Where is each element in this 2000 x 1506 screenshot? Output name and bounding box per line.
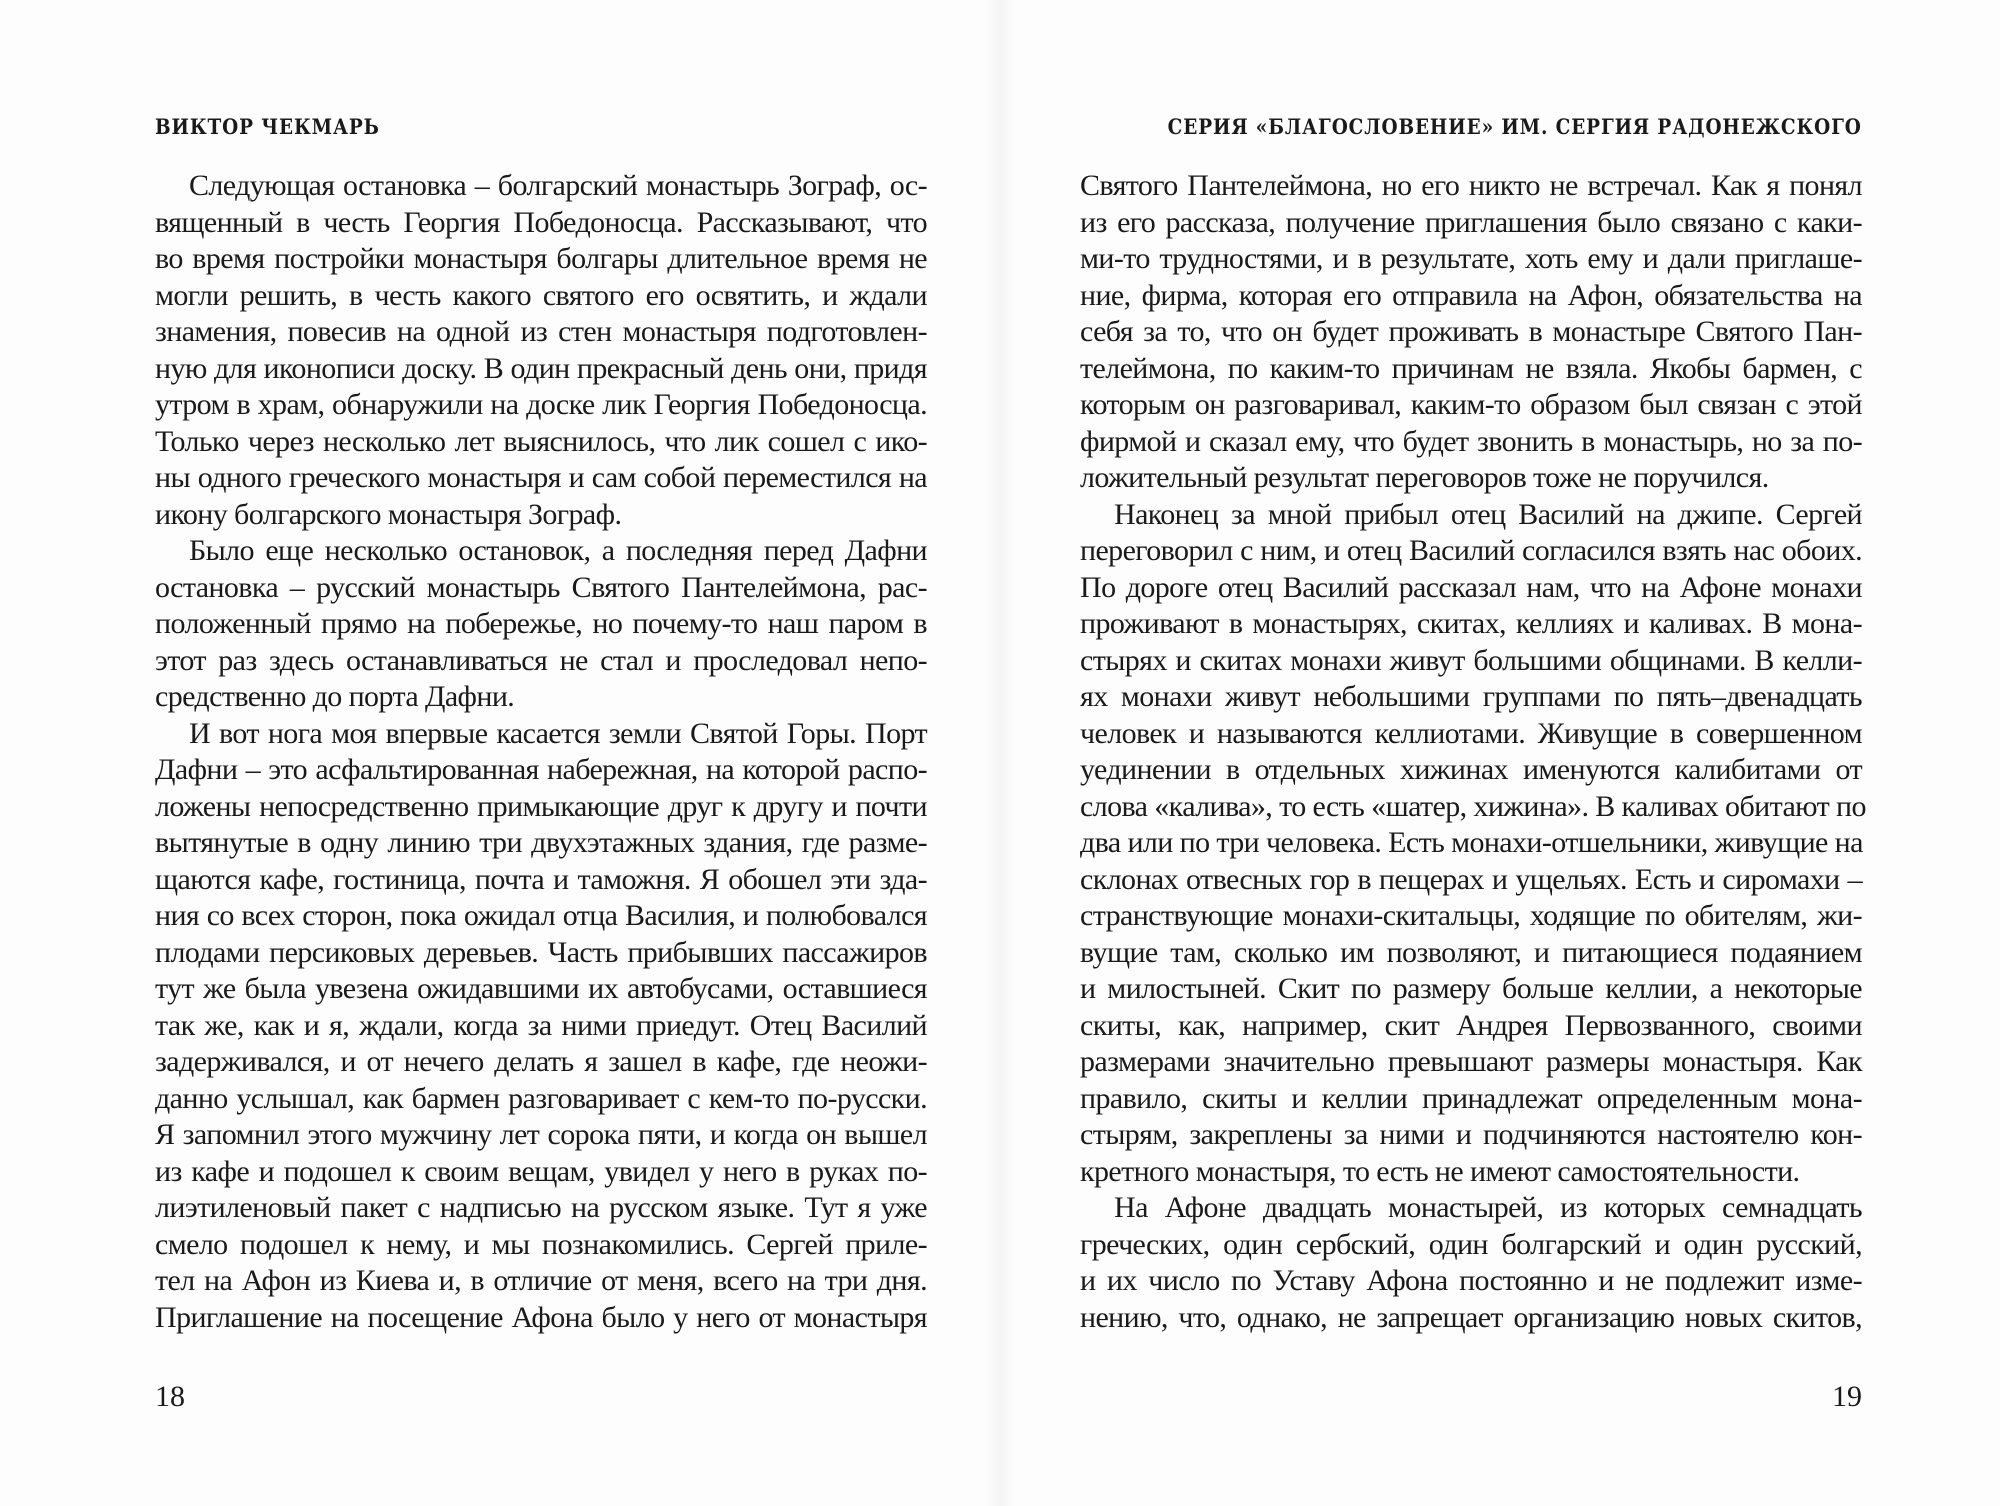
- text-line: Святого Пантелеймона, но его никто не встречал. Как я понял: [1080, 169, 1862, 202]
- text-line: знамения, повесив на одной из стен монастыря подготовлен-: [155, 315, 927, 348]
- text-line: этот раз здесь останавливаться не стал и проследовал непо-: [155, 643, 927, 677]
- paragraph: [155, 168, 927, 533]
- text-line: уединении в отдельных хижинах именуются калибитами от: [1080, 753, 1862, 786]
- text-line: из его рассказа, получение приглашения было связано с каки-: [1080, 205, 1862, 239]
- text-line: греческих, один сербский, один болгарский и один русский,: [1080, 1227, 1862, 1261]
- text-line: Было еще несколько остановок, а последняя перед Дафни: [189, 534, 927, 567]
- text-line: И вот нога моя впервые касается земли Святой Горы. Порт: [189, 716, 927, 750]
- text-line: данно услышал, как бармен разговаривает с кем-то по-русски.: [155, 1081, 927, 1115]
- text-line: во время постройки монастыря болгары длительное время не: [155, 242, 927, 275]
- text-line: два или по три человека. Есть монахи-отшельники, живущие на: [1080, 826, 1863, 859]
- text-line: и милостыней. Скит по размеру больше келлии, а некоторые: [1080, 972, 1862, 1005]
- running-head-author: ВИКТОР ЧЕКМАРЬ: [155, 114, 380, 139]
- text-line: и их число по Уставу Афона постоянно и не подлежит изме-: [1080, 1264, 1862, 1297]
- text-line: плодами персиковых деревьев. Часть прибывших пассажиров: [155, 935, 927, 969]
- text-line: ми-то трудностями, и в результате, хоть ему и дали приглаше-: [1080, 242, 1862, 275]
- text-line: На Афоне двадцать монастырей, из которых семнадцать: [1114, 1191, 1862, 1224]
- text-line: человек и называются келлиотами. Живущие в совершенном: [1080, 716, 1862, 750]
- text-line: положенный прямо на побережье, но почему-то наш паром в: [155, 607, 927, 640]
- text-line: могли решить, в честь какого святого его освятить, и ждали: [155, 278, 927, 312]
- left-page: [155, 0, 927, 1506]
- text-line: ния со всех сторон, пока ожидал отца Василия, и полюбовался: [155, 899, 927, 932]
- text-line: размерами значительно превышают размеры монастыря. Как: [1080, 1045, 1862, 1078]
- paragraph: [155, 533, 927, 716]
- text-line: вущие там, сколько им позволяют, и питающиеся подаянием: [1080, 935, 1862, 969]
- text-line: тел на Афон из Киева и, в отличие от меня, всего на три дня.: [155, 1264, 927, 1297]
- text-line: фирмой и сказал ему, что будет звонить в монастырь, но за по-: [1080, 424, 1862, 458]
- text-line: смело подошел к нему, и мы познакомились. Сергей приле-: [155, 1227, 927, 1261]
- text-line: стырях и скитах монахи живут большими общинами. В келли-: [1080, 643, 1862, 677]
- text-line: Только через несколько лет выяснилось, что лик сошел с ико-: [155, 424, 927, 458]
- text-line: странствующие монахи-скитальцы, ходящие по обителям, жи-: [1080, 899, 1862, 932]
- text-line: Наконец за мной прибыл отец Василий на джипе. Сергей: [1114, 497, 1862, 531]
- page-number: 18: [155, 1380, 185, 1413]
- text-line: кретного монастыря, то есть не имеют самостоятельности.: [1080, 1154, 1800, 1188]
- text-line: ную для иконописи доску. В один прекрасный день они, придя: [155, 351, 927, 385]
- text-line: телеймона, по каким-то причинам не взяла. Якобы бармен, с: [1080, 351, 1862, 385]
- text-line: ях монахи живут небольшими группами по пять–двенадцать: [1080, 680, 1862, 713]
- paragraph: [1080, 168, 1862, 497]
- paragraph: [155, 716, 927, 1337]
- text-line: икону болгарского монастыря Зограф.: [155, 497, 622, 531]
- text-line: которым он разговаривал, каким-то образом был связан с этой: [1080, 388, 1862, 421]
- text-line: По дороге отец Василий рассказал нам, что на Афоне монахи: [1080, 570, 1862, 604]
- right-page-body: [1080, 168, 1866, 1336]
- text-line: тут же была увезена ожидавшими их автобусами, оставшиеся: [155, 972, 927, 1005]
- text-line: слова «калива», то есть «шатер, хижина». В каливах обитают по: [1080, 789, 1866, 823]
- paragraph: [1080, 1190, 1862, 1336]
- text-line: вященный в честь Георгия Победоносца. Рассказывают, что: [155, 205, 927, 239]
- text-line: ны одного греческого монастыря и сам собой переместился на: [155, 461, 927, 494]
- left-page-body: [155, 168, 927, 1336]
- text-line: остановка – русский монастырь Святого Пантелеймона, рас-: [155, 570, 927, 604]
- text-line: Приглашение на посещение Афона было у него от монастыря: [155, 1300, 927, 1334]
- text-line: ние, фирма, которая его отправила на Афон, обязательства на: [1080, 278, 1862, 312]
- book-gutter: [985, 0, 1015, 1506]
- text-line: стырям, закреплены за ними и подчиняются настоятелю кон-: [1080, 1118, 1862, 1151]
- running-head-series: СЕРИЯ «БЛАГОСЛОВЕНИЕ» ИМ. СЕРГИЯ РАДОНЕЖСКОГО: [1167, 114, 1862, 139]
- text-line: переговорил с ним, и отец Василий согласился взять нас обоих.: [1080, 534, 1862, 567]
- text-line: скиты, как, например, скит Андрея Первозванного, своими: [1080, 1008, 1862, 1042]
- right-page: [1080, 0, 1866, 1506]
- text-line: Дафни – это асфальтированная набережная, на которой распо-: [155, 753, 927, 786]
- text-line: лиэтиленовый пакет с надписью на русском языке. Тут я уже: [155, 1191, 927, 1224]
- text-line: средственно до порта Дафни.: [155, 680, 515, 713]
- text-line: Следующая остановка – болгарский монастырь Зограф, ос-: [189, 169, 927, 202]
- text-line: склонах отвесных гор в пещерах и ущельях. Есть и сиромахи –: [1080, 862, 1862, 896]
- paragraph: [1080, 497, 1866, 1191]
- text-line: Я запомнил этого мужчину лет сорока пяти, и когда он вышел: [155, 1118, 927, 1151]
- text-line: из кафе и подошел к своим вещам, увидел у него в руках по-: [155, 1154, 927, 1188]
- text-line: ложительный результат переговоров тоже не поручился.: [1080, 461, 1769, 494]
- text-line: нению, что, однако, не запрещает организацию новых скитов,: [1080, 1300, 1862, 1334]
- page-number: 19: [1832, 1380, 1862, 1413]
- text-line: так же, как и я, ждали, когда за ними приедут. Отец Василий: [155, 1008, 927, 1042]
- text-line: утром в храм, обнаружили на доске лик Георгия Победоносца.: [155, 388, 927, 421]
- text-line: проживают в монастырях, скитах, келлиях и каливах. В мона-: [1080, 607, 1862, 640]
- text-line: щаются кафе, гостиница, почта и таможня. Я обошел эти зда-: [155, 862, 927, 896]
- text-line: правило, скиты и келлии принадлежат определенным мона-: [1080, 1081, 1862, 1115]
- text-line: вытянутые в одну линию три двухэтажных здания, где разме-: [155, 826, 927, 859]
- text-line: задерживался, и от нечего делать я зашел в кафе, где неожи-: [155, 1045, 927, 1078]
- text-line: себя за то, что он будет проживать в монастыре Святого Пан-: [1080, 315, 1862, 348]
- text-line: ложены непосредственно примыкающие друг к другу и почти: [155, 789, 927, 823]
